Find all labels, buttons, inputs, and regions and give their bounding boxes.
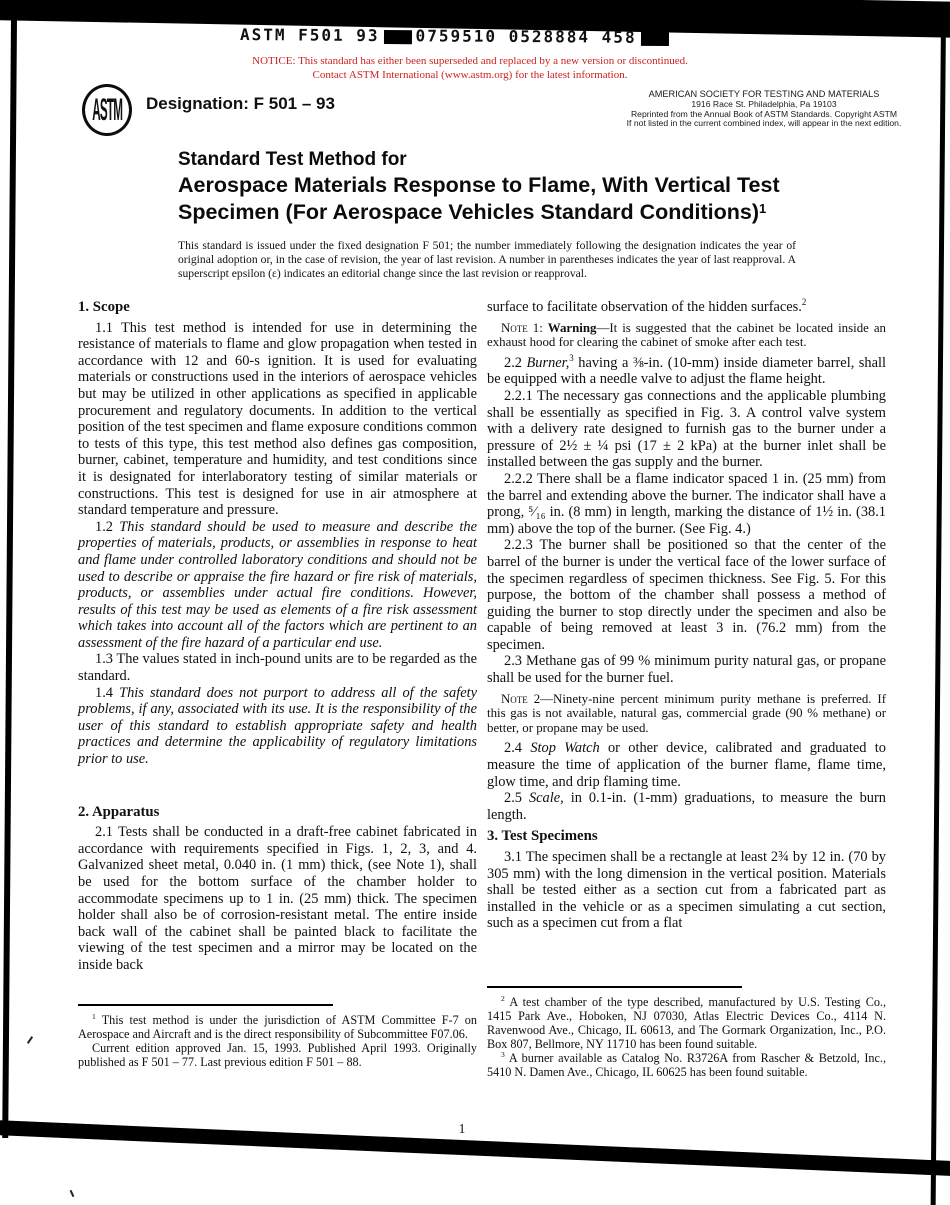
footnote-3: $^3$ A burner available as Catalog No. R3726A from Rascher & Betzold, Inc., 5410 N. Damen Ave., Chicago, IL 60625 has been found suitable. xyxy=(487,1050,887,1080)
title-footnote-ref: 1 xyxy=(759,201,767,216)
section-heading-test-specimens: 3. Test Specimens xyxy=(487,828,598,845)
scan-border-right xyxy=(930,18,946,1205)
paragraph-2-2: 2.2 Burner,$^3$ having a ⅜-in. (10-mm) inside diameter barrel, shall be equipped with a needle valve to adjust the flame height. xyxy=(487,352,886,388)
redaction-block-icon xyxy=(384,30,412,44)
society-index-note: If not listed in the current combined index, will appear in the next edition. xyxy=(626,118,902,129)
footnotes-left xyxy=(78,1004,477,1069)
paragraph-2-1-continued: surface to facilitate observation of the hidden surfaces.$^2$ xyxy=(487,297,807,315)
footnote-2: $^2$ A test chamber of the type described, manufactured by U.S. Testing Co., 1415 Park Ave., Hoboken, NJ 07030, Atlas Electric Devices Co., 4114 N. Ravenwood Ave., Chicago, IL 60613, and The Gormark Organization, Inc., P.O. Box 807, Bellmore, NY 11710 has been found suitable. xyxy=(487,993,887,1052)
left-column xyxy=(78,299,477,974)
title-kicker: Standard Test Method for xyxy=(178,149,407,170)
paragraph-1-2: 1.2 This standard should be used to measure and describe the properties of materials, products, or assemblies in response to heat and flame under controlled laboratory conditions and should not be used to describe or appraise the fire hazard or fire risk of materials, products, or assemblies under actual fire conditions. However, results of this test may be used as elements of a fire risk assessment which takes into account all of the factors which are pertinent to an assessment of the fire hazard of a particular end use. xyxy=(78,518,477,651)
astm-logo-text: ASTM xyxy=(91,92,123,128)
paragraph-2-4: 2.4 Stop Watch or other device, calibrated and graduated to measure the time of application of the burner flame, flame time, glow time, and drip flaming time. xyxy=(487,740,886,790)
scan-speck xyxy=(70,1190,75,1197)
paragraph-2-5: 2.5 Scale, in 0.1-in. (1-mm) graduations, to measure the burn length. xyxy=(487,790,886,823)
footnote-rule xyxy=(487,986,742,988)
paragraph-2-2-2: 2.2.2 There shall be a flame indicator spaced 1 in. (25 mm) from the barrel and extending above the burner. The indicator shall have a prong, ⁵⁄₁₆ in. (8 mm) in length, marking the distance of 1½ in. (38.1 mm) above the top of the burner. (See Fig. 4.) xyxy=(487,470,886,537)
section-heading-scope: 1. Scope xyxy=(78,299,130,315)
footnotes-right xyxy=(487,986,886,1080)
paragraph-1-3: 1.3 The values stated in inch-pound units are to be regarded as the standard. xyxy=(78,651,477,685)
title-line-main: Aerospace Materials Response to Flame, With Vertical Test xyxy=(178,173,780,197)
note-2: Note 2—Ninety-nine percent minimum purity methane is preferred. If this gas is not available, natural gas, commercial grade (90 % methane) or better, or propane may be used. xyxy=(487,691,886,735)
ocr-code: 0759510 0528884 458 xyxy=(415,26,637,47)
ocr-catalog-line xyxy=(240,25,800,48)
paragraph-2-1: 2.1 Tests shall be conducted in a draft-free cabinet fabricated in accordance with requirements specified in Figs. 1, 2, 3, and 4. Galvanized sheet metal, 0.040 in. (1 mm) thick, (see Note 1), shall be used for the bottom surface of the chamber holder to accommodate specimens up to 1 in. (25 mm) thick. The specimen holder shall also be of corrosion-resistant metal. The entire inside back wall of the cabinet shall be painted black to facilitate the viewing of the test specimen and a mirror may be located on the inside back xyxy=(78,824,477,973)
section-heading-apparatus: 2. Apparatus xyxy=(78,803,160,820)
notice-line-2: Contact ASTM International (www.astm.org) for the latest information. xyxy=(312,68,628,81)
scan-border-left xyxy=(2,18,17,1138)
supersession-notice xyxy=(120,55,820,82)
footnote-rule xyxy=(78,1004,333,1006)
paragraph-1-4: 1.4 This standard does not purport to address all of the safety problems, if any, associated with its use. It is the responsibility of the user of this standard to establish appropriate safety and health practices and determine the applicability of regulatory limitations prior to use. xyxy=(78,684,477,768)
document-title xyxy=(178,148,818,226)
designation-label: Designation: F 501 – 93 xyxy=(146,94,335,113)
notice-line-1: NOTICE: This standard has either been superseded and replaced by a new version or discontinued. xyxy=(252,55,688,67)
astm-logo xyxy=(82,84,132,136)
paragraph-1-1: 1.1 This test method is intended for use in determining the resistance of materials to flame and glow propagation when tested in accordance with 12 and 60-s ignition. It is used for evaluating materials or constructions used in the interiors of aerospace vehicles but may be utilized in other applications as specified in applicable procurement and regulatory documents. In addition to the vertical position of the test specimen and flame exposure conditions common to tests of this type, this test method also defines gas composition, burner, cabinet, temperature and humidity, and test conditions since it is designated for interlaboratory testing of similar materials or constructions. This test is designed for use in air atmosphere at standard temperature and pressure. xyxy=(78,319,477,519)
note-1: Note 1: Warning—It is suggested that the cabinet be located inside an exhaust hood for clearing the cabinet of smoke after each test. xyxy=(487,320,886,350)
paragraph-2-3: 2.3 Methane gas of 99 % minimum purity natural gas, or propane shall be used for the burner fuel. xyxy=(487,653,886,687)
right-column xyxy=(487,299,886,932)
society-reprint-note: Reprinted from the Annual Book of ASTM Standards. Copyright ASTM xyxy=(630,108,898,119)
title-line-sub: Specimen (For Aerospace Vehicles Standard Conditions)$^1$ xyxy=(178,200,767,224)
redaction-block-icon xyxy=(641,31,669,45)
paragraph-3-1: 3.1 The specimen shall be a rectangle at least 2¾ by 12 in. (70 by 305 mm) with the long dimension in the vertical position. Materials shall be tested either as a section cut from a fabricated part as installed in the vehicle or as a specimen simulating a cut section, such as a specimen cut from a flat xyxy=(487,849,886,932)
paragraph-2-2-1: 2.2.1 The necessary gas connections and the applicable plumbing shall be essentially as specified in Fig. 3. A control valve system with a delivery rate designed to furnish gas to the burner under a pressure of 2½ ± ¼ psi (17 ± 2 kPa) at the burner inlet shall be installed between the gas supply and the burner. xyxy=(487,387,886,471)
footnote-ref-2: 2 xyxy=(801,297,807,308)
ocr-text: ASTM F501 93 xyxy=(239,25,380,46)
paragraph-2-2-3: 2.2.3 The burner shall be positioned so that the center of the barrel of the burner is under the vertical face of the lower surface of the specimen regardless of specimen thickness. See Fig. 5. For this purpose, the bottom of the chamber shall possess a method of guiding the burner to stop directly under the specimen and also be capable of being removed at least 3 in. (76.2 mm) from the specimen. xyxy=(487,537,886,653)
scan-speck xyxy=(27,1036,33,1044)
society-address: 1916 Race St. Philadelphia, Pa 19103 xyxy=(691,98,837,109)
footnote-1: $^1$ This test method is under the jurisdiction of ASTM Committee F-7 on Aerospace and Aircraft and is the direct responsibility of Subcommittee F07.06. xyxy=(78,1011,477,1042)
society-name: AMERICAN SOCIETY FOR TESTING AND MATERIALS xyxy=(648,89,880,99)
society-address-block xyxy=(590,90,938,129)
footnote-1-continued: Current edition approved Jan. 15, 1993. Published April 1993. Originally published as F 501 – 77. Last previous edition F 501 – 88. xyxy=(78,1041,477,1070)
page-number: 1 xyxy=(458,1121,466,1136)
footnote-ref-3: 3 xyxy=(569,352,574,363)
issuance-paragraph: This standard is issued under the fixed designation F 501; the number immediately following the designation indicates the year of original adoption or, in the case of revision, the year of last revision. A number in parentheses indicates the year of last reapproval. A superscript epsilon (ε) indicates an editorial change since the last revision or reapproval. xyxy=(178,239,796,280)
